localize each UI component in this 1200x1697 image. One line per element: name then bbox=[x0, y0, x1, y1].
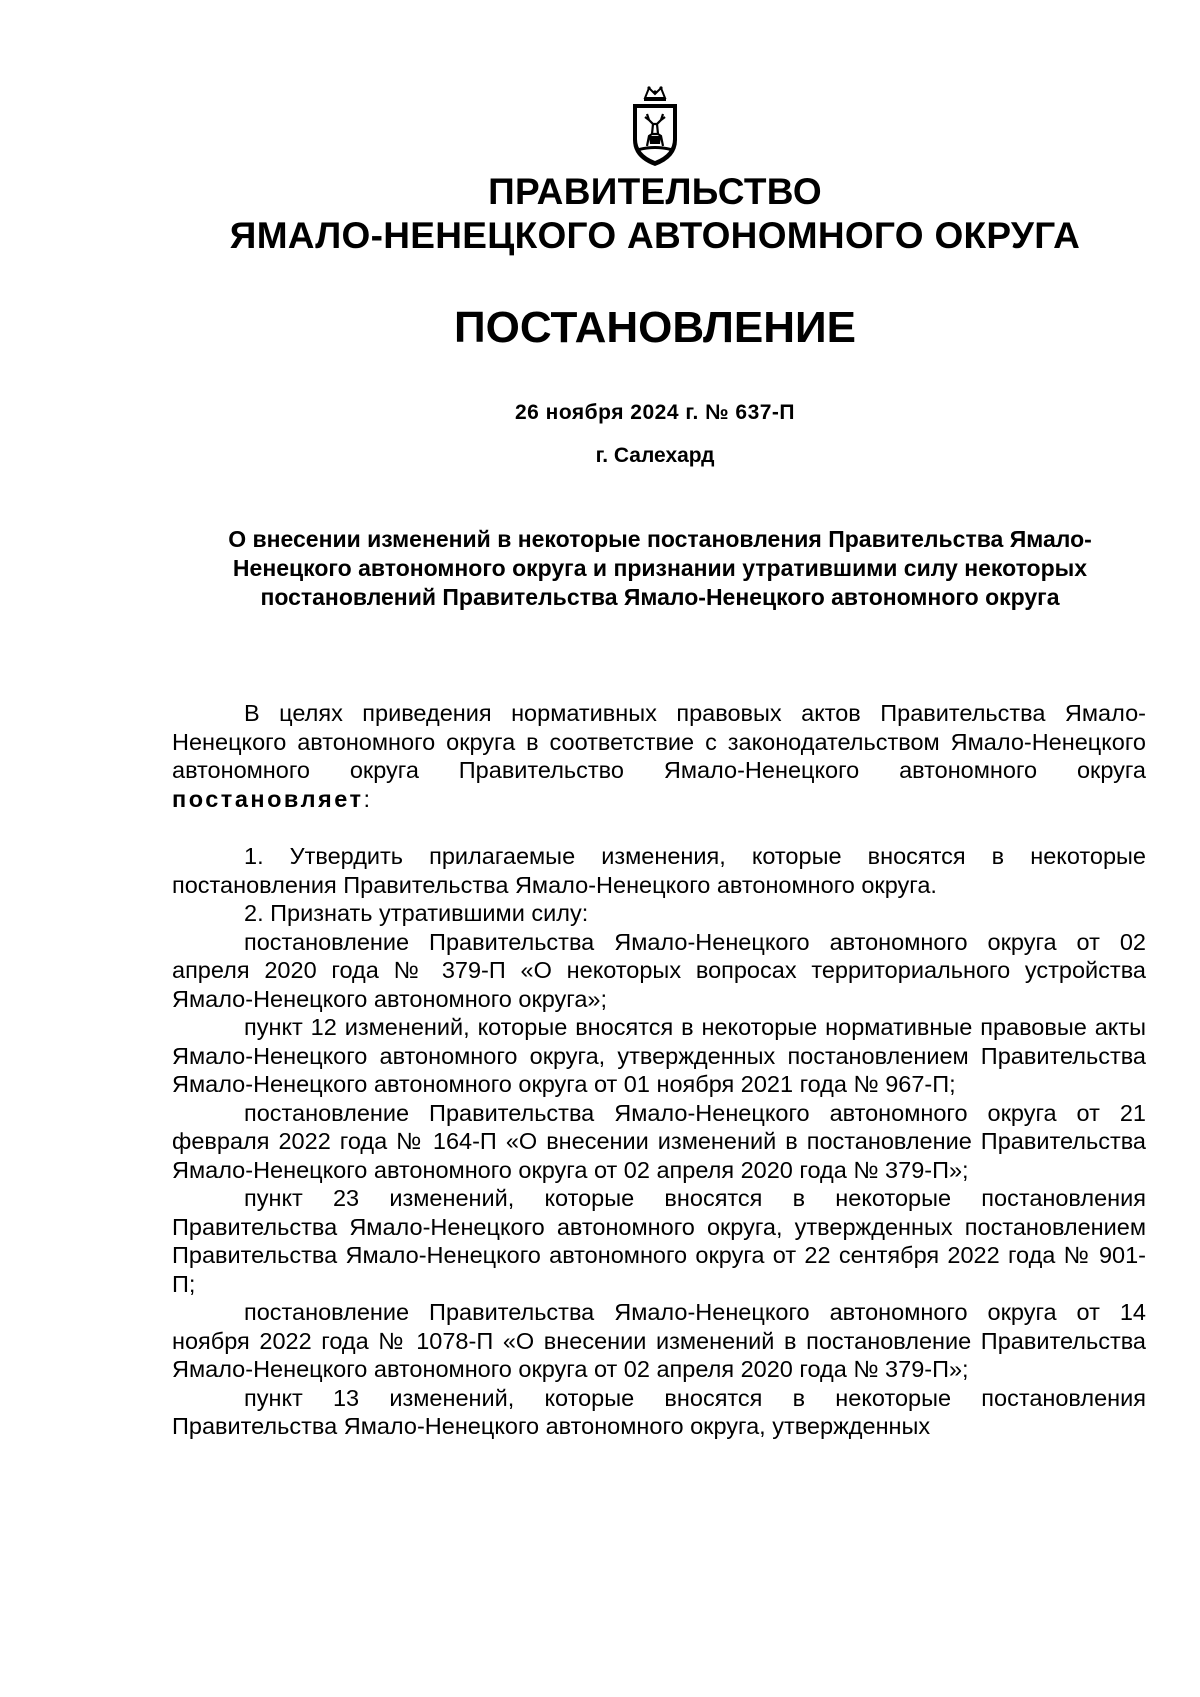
repealed-item-6: пункт 13 изменений, которые вносятся в некоторые постановления Правительства Ямало-Ненецкого автономного округа, утвержденных bbox=[172, 1384, 1146, 1439]
document-type: ПОСТАНОВЛЕНИЕ bbox=[453, 303, 857, 352]
repealed-item-4: пункт 23 изменений, которые вносятся в некоторые постановления Правительства Ямало-Ненецкого автономного округа, утвержденных постановлением Правительства Ямало-Ненецкого автономного округа от 22 сентября 2022 года № 901-П; bbox=[172, 1185, 1146, 1297]
preamble-emphasis: постановляет bbox=[172, 785, 364, 812]
repealed-item-3: постановление Правительства Ямало-Ненецкого автономного округа от 21 февраля 2022 года № 164-П «О внесении изменений в постановление Правительства Ямало-Ненецкого автономного округа от 02 апреля 2020 года № 379-П»; bbox=[172, 1099, 1146, 1183]
document-body bbox=[172, 699, 1146, 1441]
government-name-line2: ЯМАЛО-НЕНЕЦКОГО АВТОНОМНОГО ОКРУГА bbox=[229, 215, 1081, 256]
repealed-item-5: постановление Правительства Ямало-Ненецкого автономного округа от 14 ноября 2022 года № 1078-П «О внесении изменений в постановление Правительства Ямало-Ненецкого автономного округа от 02 апреля 2020 года № 379-П»; bbox=[172, 1299, 1146, 1382]
document-subject: О внесении изменений в некоторые постановления Правительства Ямало-Ненецкого автономного округа и признании утратившими силу некоторых постановлений Правительства Ямало-Ненецкого автономного округа bbox=[228, 526, 1092, 610]
paragraph-1: 1. Утвердить прилагаемые изменения, которые вносятся в некоторые постановления Правительства Ямало-Ненецкого автономного округа. bbox=[172, 843, 1146, 898]
repealed-item-1: постановление Правительства Ямало-Ненецкого автономного округа от 02 апреля 2020 года № 379-П «О некоторых вопросах территориального устройства Ямало-Ненецкого автономного округа»; bbox=[172, 928, 1146, 1012]
coat-of-arms-icon bbox=[627, 84, 683, 170]
government-name-line1: ПРАВИТЕЛЬСТВО bbox=[488, 171, 822, 212]
city: г. Салехард bbox=[595, 444, 715, 467]
paragraph-2: 2. Признать утратившими силу: bbox=[244, 900, 589, 926]
preamble-paragraph bbox=[172, 699, 1146, 813]
repealed-item-2: пункт 12 изменений, которые вносятся в некоторые нормативные правовые акты Ямало-Ненецкого автономного округа, утвержденных постановлением Правительства Ямало-Ненецкого автономного округа от 01 ноября 2021 года № 967-П; bbox=[172, 1014, 1146, 1097]
preamble-text: В целях приведения нормативных правовых актов Правительства Ямало-Ненецкого автономного округа в соответствие с законодательством Ямало-Ненецкого автономного округа Правительство Ямало-Ненецкого автономного округа bbox=[172, 700, 1146, 783]
date-number: 26 ноября 2024 г. № 637-П bbox=[514, 401, 796, 424]
preamble-end: : bbox=[363, 785, 371, 812]
